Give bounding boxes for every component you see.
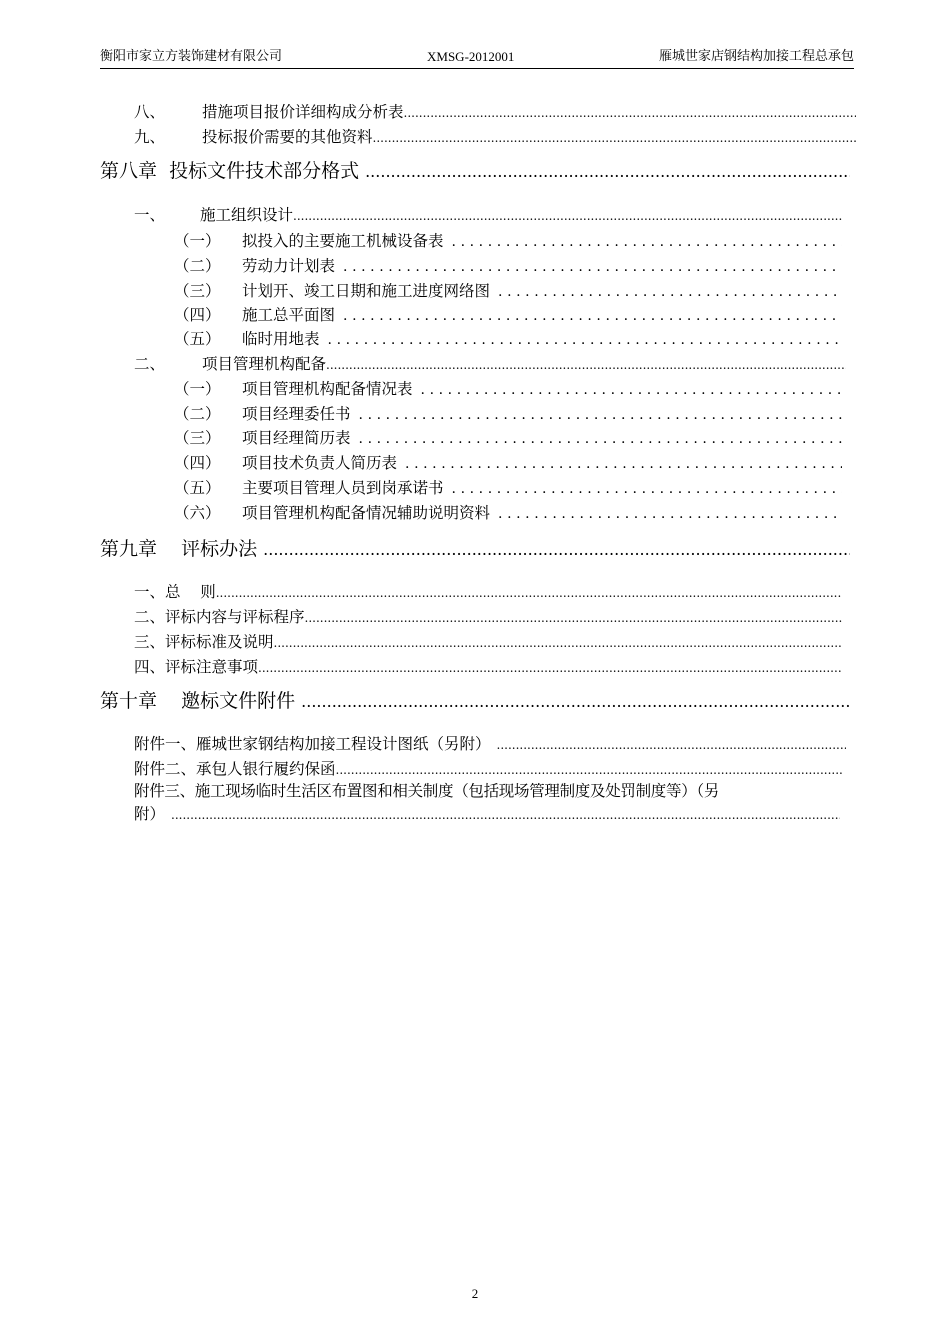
toc-text: 劳动力计划表 (242, 257, 336, 275)
toc-num: （五） (174, 330, 221, 348)
toc-text: 投标报价需要的其他资料 (202, 128, 373, 146)
toc-leader (336, 763, 844, 777)
toc-leader (343, 308, 842, 324)
toc-text: 项目经理简历表 (242, 429, 351, 447)
toc-num: （三） (174, 429, 221, 447)
toc-text: 附件三、施工现场临时生活区布置图和相关制度（包括现场管理制度及处罚制度等）（另 (134, 782, 720, 800)
toc-subitem[interactable] (174, 501, 842, 523)
toc-subitem[interactable] (174, 476, 842, 498)
toc-leader (421, 382, 842, 398)
toc-num: 九、 (134, 128, 166, 146)
toc-num: （五） (174, 479, 221, 497)
toc-section-project-mgmt[interactable] (134, 352, 846, 374)
toc-leader (274, 636, 842, 650)
toc-num: （四） (174, 306, 221, 324)
toc-text: 四、评标注意事项 (134, 658, 259, 676)
chapter-title: 第十章 邀标文件附件 (100, 690, 296, 712)
toc-text: 项目管理机构配备情况辅助说明资料 (242, 504, 491, 522)
toc-num: （二） (174, 405, 221, 423)
toc-text: 措施项目报价详细构成分析表 (202, 103, 404, 121)
toc-leader (301, 692, 850, 711)
toc-text: 附件二、承包人银行履约保函 (134, 760, 336, 778)
toc-leader (452, 481, 842, 497)
toc-text: 施工总平面图 (242, 306, 336, 324)
toc-text: 拟投入的主要施工机械设备表 (242, 232, 444, 250)
toc-chapter-10[interactable] (100, 686, 850, 713)
toc-num: （三） (174, 282, 221, 300)
toc-num: （六） (174, 504, 221, 522)
toc-leader (216, 586, 842, 600)
chapter-title: 第九章 评标办法 (100, 538, 258, 560)
toc-text: 附件一、雁城世家钢结构加接工程设计图纸（另附） (134, 735, 491, 753)
toc-subitem[interactable] (174, 426, 842, 448)
toc-leader (498, 506, 842, 522)
toc-item[interactable] (134, 630, 842, 652)
header-doc-code: XMSG-2012001 (427, 49, 515, 64)
toc-leader (263, 540, 850, 559)
toc-chapter-9[interactable] (100, 534, 850, 561)
toc-text: 一、总 则 (134, 583, 216, 601)
toc-section-construction-org[interactable] (134, 203, 842, 225)
toc-item-8[interactable] (134, 100, 856, 122)
toc-num: 八、 (134, 103, 166, 121)
toc-annex-3-line-2 (134, 803, 840, 827)
toc-item-9[interactable] (134, 125, 856, 147)
toc-text: 施工组织设计 (200, 206, 294, 224)
toc-text: 二、评标内容与评标程序 (134, 608, 305, 626)
toc-leader (498, 284, 842, 300)
toc-text: 三、评标标准及说明 (134, 633, 274, 651)
toc-text: 项目经理委任书 (242, 405, 351, 423)
toc-annex-2[interactable] (134, 757, 844, 779)
page-number: 2 (471, 1286, 479, 1301)
toc-text: 计划开、竣工日期和施工进度网络图 (242, 282, 491, 300)
toc-leader (305, 611, 842, 625)
toc-leader (171, 804, 840, 827)
toc-text: 项目技术负责人简历表 (242, 454, 398, 472)
toc-leader (293, 209, 842, 223)
toc-num: （一） (174, 232, 221, 250)
toc-leader (326, 358, 846, 372)
header-project: 雁城世家店钢结构加接工程总承包 (658, 49, 854, 64)
toc-item[interactable] (134, 605, 842, 627)
chapter-title: 第八章 投标文件技术部分格式 (100, 160, 360, 182)
toc-leader (258, 661, 842, 675)
toc-num: 一、 (134, 206, 166, 224)
page-header (100, 48, 854, 69)
toc-annex-3[interactable] (134, 780, 856, 827)
toc-leader (328, 332, 842, 348)
toc-leader (365, 162, 850, 181)
toc-subitem[interactable] (174, 229, 842, 251)
toc-text: 项目管理机构配备情况表 (242, 380, 413, 398)
toc-leader (405, 456, 842, 472)
toc-num: （一） (174, 380, 221, 398)
toc-chapter-8[interactable] (100, 156, 850, 183)
toc-leader (452, 234, 842, 250)
toc-leader (497, 738, 846, 752)
toc-leader (359, 407, 842, 423)
header-company: 衡阳市家立方装饰建材有限公司 (100, 49, 283, 64)
toc-subitem[interactable] (174, 279, 842, 301)
toc-leader (404, 106, 856, 120)
toc-text: 项目管理机构配备 (202, 355, 327, 373)
toc-text: 附） (134, 805, 166, 823)
toc-subitem[interactable] (174, 402, 842, 424)
toc-subitem[interactable] (174, 451, 842, 473)
toc-leader (343, 259, 842, 275)
toc-leader (359, 431, 842, 447)
toc-num: （二） (174, 257, 221, 275)
toc-leader (373, 131, 856, 145)
toc-num: （四） (174, 454, 221, 472)
toc-subitem[interactable] (174, 377, 842, 399)
toc-item[interactable] (134, 580, 842, 602)
toc-item[interactable] (134, 655, 842, 677)
toc-num: 二、 (134, 355, 166, 373)
toc-text: 临时用地表 (242, 330, 320, 348)
toc-subitem[interactable] (174, 303, 842, 325)
toc-annex-1[interactable] (134, 732, 846, 754)
toc-text: 主要项目管理人员到岗承诺书 (242, 479, 444, 497)
toc-subitem[interactable] (174, 327, 842, 349)
toc-subitem[interactable] (174, 254, 842, 276)
